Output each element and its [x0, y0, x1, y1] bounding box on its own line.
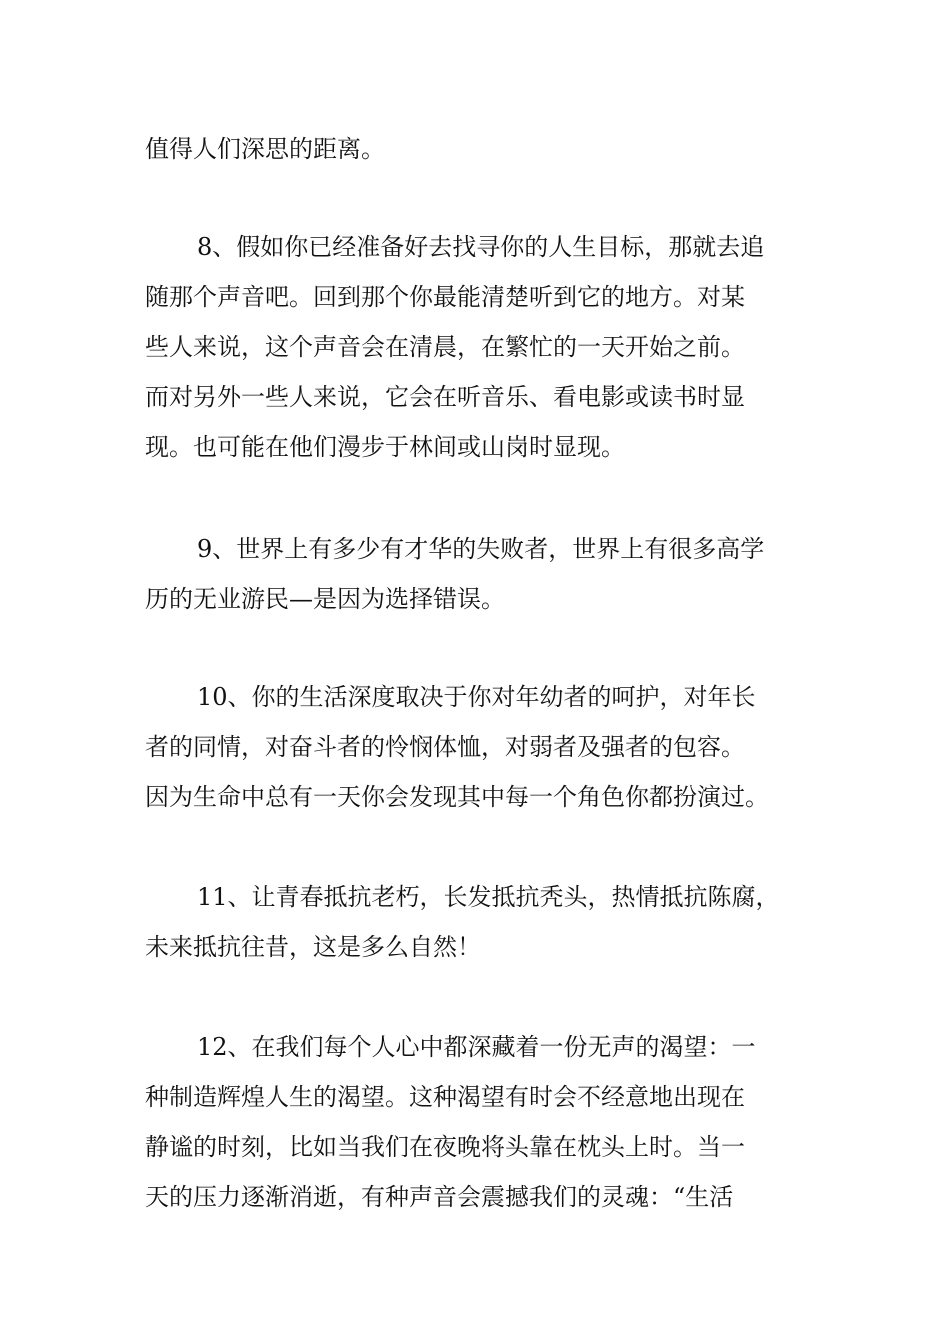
- text-line: 值得人们深思的距离。: [145, 135, 385, 163]
- paragraph-item-8: [145, 222, 825, 472]
- text-line: 现。也可能在他们漫步于林间或山岗时显现。: [145, 433, 625, 461]
- text-line: 9、世界上有多少有才华的失败者，世界上有很多高学: [197, 535, 765, 563]
- text-line: 静谧的时刻，比如当我们在夜晚将头靠在枕头上时。当一: [145, 1133, 745, 1161]
- paragraph-item-11: [145, 872, 825, 972]
- text-line: 而对另外一些人来说，它会在听音乐、看电影或读书时显: [145, 383, 745, 411]
- text-line: 者的同情，对奋斗者的怜悯体恤，对弱者及强者的包容。: [145, 733, 745, 761]
- paragraph-item-9: [145, 524, 825, 624]
- paragraph-continuation: [145, 124, 825, 174]
- paragraph-item-10: [145, 672, 825, 822]
- text-line: 天的压力逐渐消逝，有种声音会震撼我们的灵魂：“生活: [145, 1183, 734, 1211]
- text-line: 随那个声音吧。回到那个你最能清楚听到它的地方。对某: [145, 283, 745, 311]
- text-line: 种制造辉煌人生的渴望。这种渴望有时会不经意地出现在: [145, 1083, 745, 1111]
- text-line: 因为生命中总有一天你会发现其中每一个角色你都扮演过。: [145, 783, 769, 811]
- text-line: 12、在我们每个人心中都深藏着一份无声的渴望：一: [197, 1033, 756, 1061]
- text-line: 8、假如你已经准备好去找寻你的人生目标，那就去追: [197, 233, 765, 261]
- paragraph-item-12: [145, 1022, 825, 1222]
- text-line: 些人来说，这个声音会在清晨，在繁忙的一天开始之前。: [145, 333, 745, 361]
- text-line: 历的无业游民—是因为选择错误。: [145, 585, 505, 613]
- text-line: 11、让青春抵抗老朽，长发抵抗秃头，热情抵抗陈腐，: [197, 883, 780, 911]
- text-line: 未来抵抗往昔，这是多么自然！: [145, 933, 481, 961]
- text-line: 10、你的生活深度取决于你对年幼者的呵护，对年长: [197, 683, 756, 711]
